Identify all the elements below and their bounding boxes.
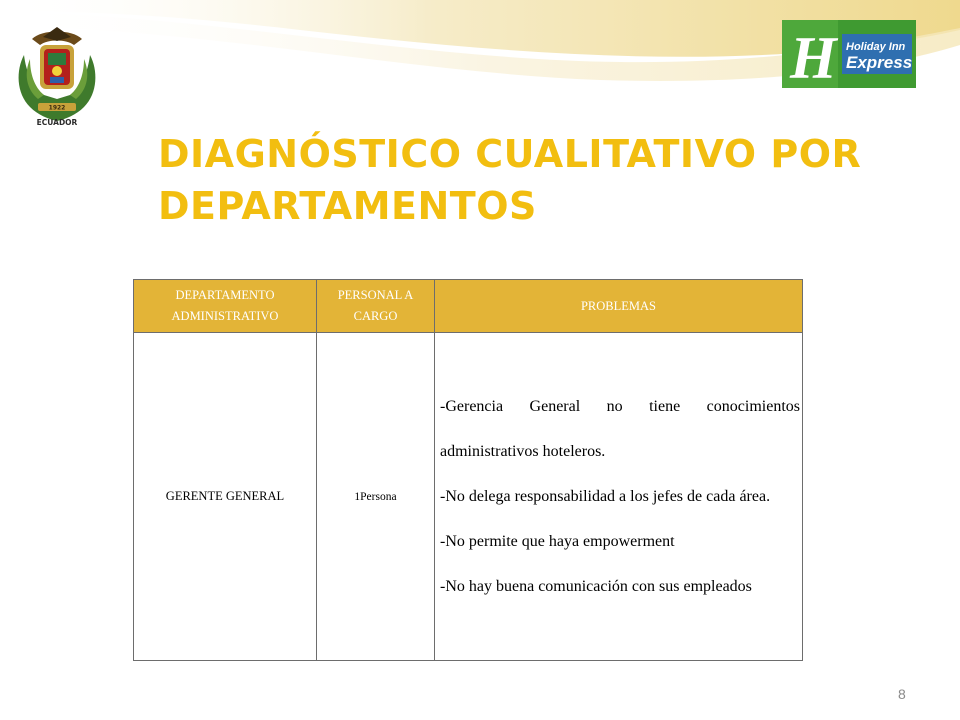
page-number: 8 [898,686,906,702]
ecuador-crest-logo [10,25,105,130]
logo-text-holiday-inn: Holiday Inn [846,41,906,53]
holiday-inn-express-logo [782,20,916,88]
logo-text-express: Express [846,53,913,72]
table-header-row [134,280,803,333]
header-department: DEPARTAMENTO ADMINISTRATIVO [134,280,317,333]
cell-problems [435,333,803,661]
header-personal: PERSONAL A CARGO [317,280,435,333]
slide-title: DIAGNÓSTICO CUALITATIVO POR DEPARTAMENTOS [158,132,862,228]
problem-item: -No hay buena comunicación con sus empleados [440,578,752,595]
problem-item: -No delega responsabilidad a los jefes de cada área. [440,488,771,505]
crest-country: ECUADOR [36,118,78,127]
problem-item: -Gerencia General no tiene conocimientos administrativos hoteleros. [440,398,800,460]
problem-item: -No permite que haya empowerment [440,533,675,550]
table-row [134,333,803,661]
crest-year: 1922 [48,104,66,112]
diagnostic-table [133,279,803,661]
logo-h-letter: H [790,25,837,88]
header-problems: PROBLEMAS [435,280,803,333]
cell-personal: 1Persona [317,333,435,661]
cell-department: GERENTE GENERAL [134,333,317,661]
